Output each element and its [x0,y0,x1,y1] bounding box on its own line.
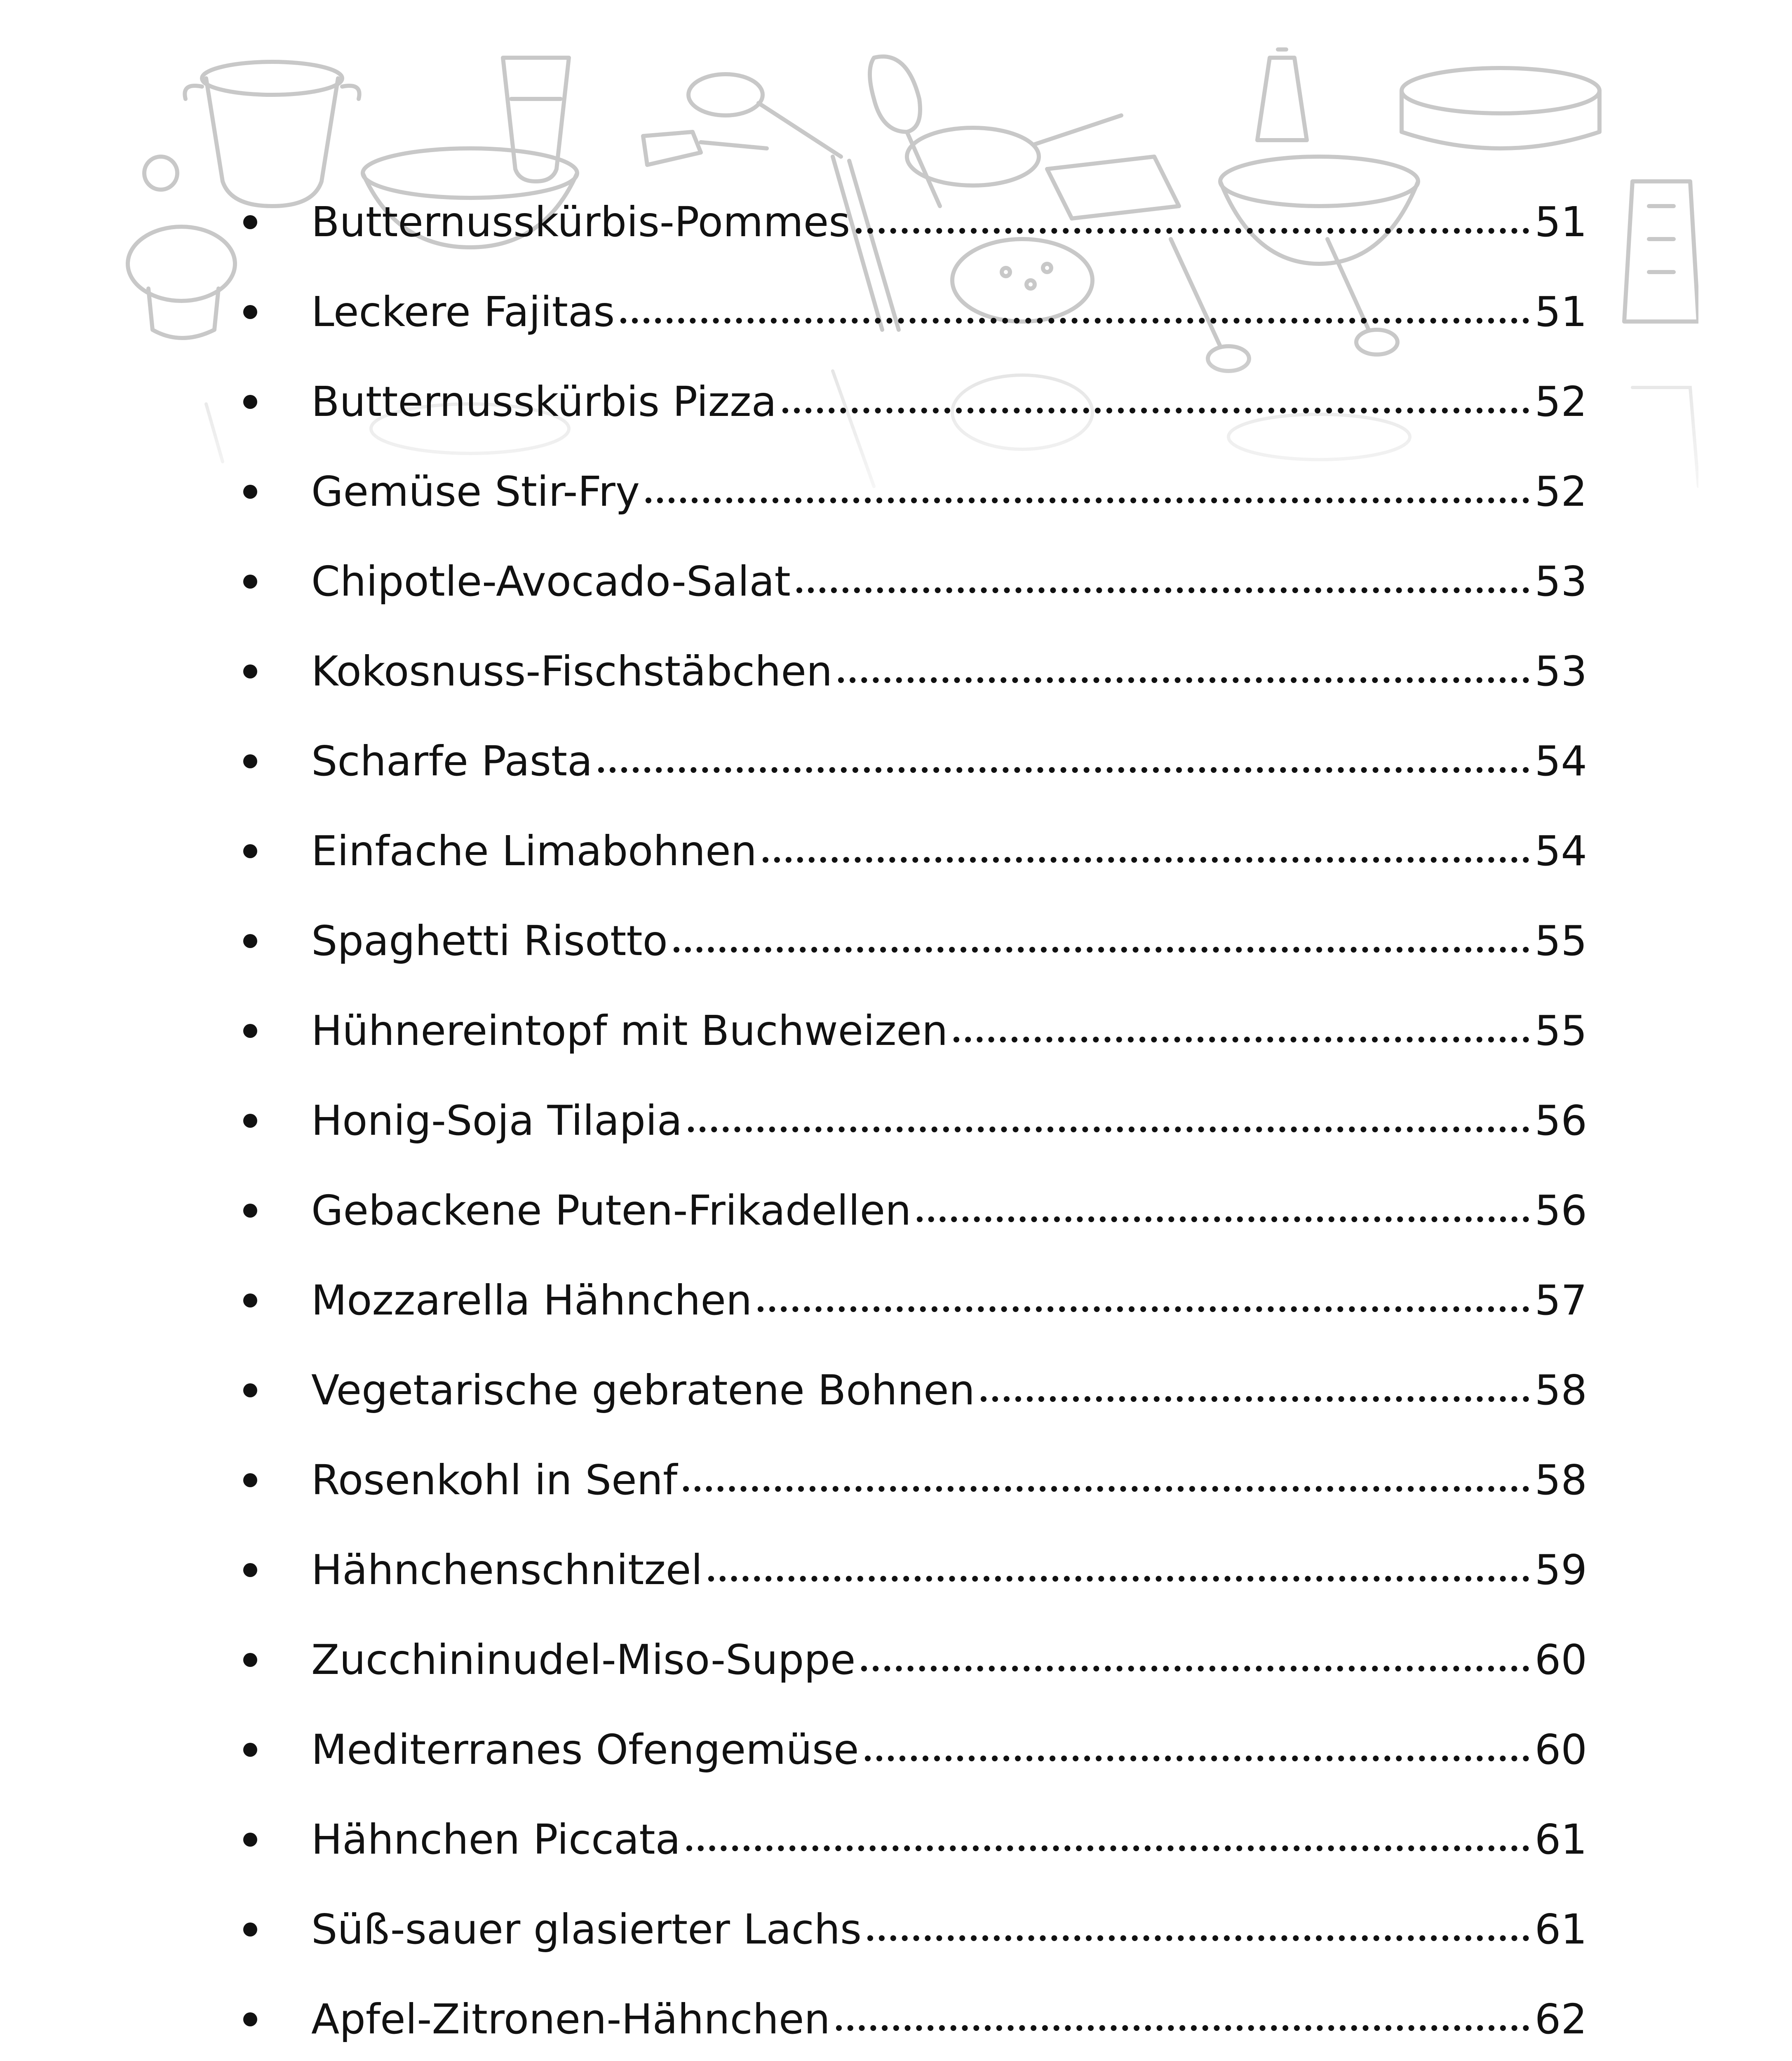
bullet-icon [243,1743,257,1757]
bullet-icon [243,1923,257,1937]
toc-entry-title: Hähnchenschnitzel [311,1546,703,1594]
toc-entry[interactable] [243,1345,1587,1435]
dot-leader [861,1666,1529,1671]
toc-entry-line [243,1995,1587,2043]
toc-entry-title: Kokosnuss-Fischstäbchen [311,647,833,695]
toc-entry-line [243,198,1587,246]
toc-entry-page-number: 58 [1534,1366,1587,1414]
dot-leader [954,1037,1529,1042]
toc-entry-page-number: 54 [1534,737,1587,785]
dot-leader [683,1486,1529,1492]
toc-entry-page-number: 58 [1534,1456,1587,1504]
toc-entry[interactable] [243,1615,1587,1705]
toc-entry-page-number: 52 [1534,378,1587,426]
toc-entry[interactable] [243,447,1587,537]
toc-entry[interactable] [243,986,1587,1076]
cake-tin-icon [1402,68,1599,148]
toc-entry-line [243,737,1587,785]
dot-leader [917,1216,1529,1222]
dot-leader [620,318,1529,324]
toc-entry-line [243,1725,1587,1774]
dot-leader [688,1127,1529,1132]
dot-leader [763,857,1529,863]
dot-leader [981,1396,1529,1402]
bullet-icon [243,1114,257,1128]
toc-entry[interactable] [243,537,1587,627]
toc-entry[interactable] [243,1795,1587,1885]
toc-entry-title: Leckere Fajitas [311,288,615,336]
dot-leader [758,1306,1529,1312]
toc-entry-page-number: 55 [1534,1007,1587,1055]
toc-entry-page-number: 52 [1534,467,1587,516]
toc-entry-page-number: 56 [1534,1096,1587,1145]
toc-entry[interactable] [243,1525,1587,1615]
toc-entry-page-number: 56 [1534,1186,1587,1235]
toc-entry-line [243,647,1587,695]
toc-entry-page-number: 57 [1534,1276,1587,1324]
toc-entry-title: Butternusskürbis-Pommes [311,198,850,246]
toc-entry[interactable] [243,1435,1587,1525]
toc-entry-title: Scharfe Pasta [311,737,593,785]
toc-entry-page-number: 61 [1534,1815,1587,1864]
dot-leader [838,677,1529,683]
toc-entry[interactable] [243,627,1587,716]
dot-leader [867,1935,1529,1941]
toc-entry-line [243,557,1587,606]
bullet-icon [243,575,257,589]
dot-leader [708,1576,1529,1582]
toc-entry[interactable] [243,357,1587,447]
toc-entry-title: Hähnchen Piccata [311,1815,681,1864]
toc-entry-title: Süß-sauer glasierter Lachs [311,1905,862,1953]
toc-entry-page-number: 55 [1534,917,1587,965]
toc-entry-title: Gemüse Stir-Fry [311,467,640,516]
knife-icon [643,132,767,165]
toc-entry-page-number: 53 [1534,647,1587,695]
toc-entry-line [243,378,1587,426]
toc-entry-title: Butternusskürbis Pizza [311,378,777,426]
toc-entry-line [243,1636,1587,1684]
toc-entry-page-number: 51 [1534,288,1587,336]
toc-entry-page-number: 60 [1534,1636,1587,1684]
dot-leader [674,947,1529,953]
toc-entry-line [243,467,1587,516]
bullet-icon [243,754,257,768]
toc-entry-line [243,1456,1587,1504]
toc-entry-line [243,1007,1587,1055]
toc-entry-title: Vegetarische gebratene Bohnen [311,1366,975,1414]
toc-entry[interactable] [243,1705,1587,1795]
toc-entry-title: Apfel-Zitronen-Hähnchen [311,1995,830,2043]
bullet-icon [243,934,257,948]
toc-entry[interactable] [243,267,1587,357]
toc-entry[interactable] [243,716,1587,806]
glass-icon [503,58,569,181]
toc-entry[interactable] [243,896,1587,986]
toc-entry[interactable] [243,1885,1587,1974]
toc-entry-line [243,917,1587,965]
bullet-icon [243,1204,257,1218]
bullet-icon [243,2012,257,2026]
toc-entry-page-number: 62 [1534,1995,1587,2043]
dot-leader [782,408,1529,413]
bullet-icon [243,1293,257,1307]
toc-entry-title: Spaghetti Risotto [311,917,668,965]
bullet-icon [243,844,257,858]
toc-entry[interactable] [243,1974,1587,2061]
toc-entry-line [243,1096,1587,1145]
table-of-contents [243,177,1587,2061]
bullet-icon [243,1653,257,1667]
dot-leader [796,587,1529,593]
bullet-icon [243,1833,257,1847]
toc-entry-page-number: 54 [1534,827,1587,875]
bullet-icon [243,1383,257,1397]
toc-entry-line [243,1815,1587,1864]
dot-leader [598,767,1529,773]
bullet-icon [243,215,257,229]
kettle-icon [128,157,235,338]
toc-entry-line [243,1186,1587,1235]
bullet-icon [243,1473,257,1487]
bullet-icon [243,305,257,319]
toc-entry-page-number: 51 [1534,198,1587,246]
toc-entry-line [243,1276,1587,1324]
bullet-icon [243,1024,257,1038]
toc-entry-page-number: 53 [1534,557,1587,606]
grater-icon [1624,181,1698,322]
toc-entry-page-number: 60 [1534,1725,1587,1774]
toc-entry-title: Einfache Limabohnen [311,827,757,875]
toc-entry-line [243,1366,1587,1414]
toc-entry-title: Mediterranes Ofengemüse [311,1725,859,1774]
toc-entry-page-number: 61 [1534,1905,1587,1953]
coffee-pot-icon [1257,49,1307,140]
toc-entry-line [243,827,1587,875]
toc-entry[interactable] [243,1166,1587,1256]
toc-entry-title: Mozzarella Hähnchen [311,1276,752,1324]
toc-entry-title: Honig-Soja Tilapia [311,1096,682,1145]
toc-entry[interactable] [243,806,1587,896]
bullet-icon [243,485,257,499]
bullet-icon [243,664,257,678]
dot-leader [836,2025,1529,2031]
toc-entry[interactable] [243,177,1587,267]
toc-entry-line [243,1546,1587,1594]
toc-entry-line [243,1905,1587,1953]
toc-entry-title: Zucchininudel-Miso-Suppe [311,1636,856,1684]
dot-leader [865,1756,1529,1761]
dot-leader [646,498,1529,503]
toc-entry-title: Chipotle-Avocado-Salat [311,557,791,606]
toc-entry[interactable] [243,1076,1587,1166]
dot-leader [686,1845,1529,1851]
bullet-icon [243,395,257,409]
dot-leader [856,228,1529,234]
frying-pan-icon [907,115,1121,185]
toc-entry-title: Gebackene Puten-Frikadellen [311,1186,911,1235]
toc-entry[interactable] [243,1256,1587,1345]
bullet-icon [243,1563,257,1577]
toc-entry-page-number: 59 [1534,1546,1587,1594]
toc-entry-title: Hühnereintopf mit Buchweizen [311,1007,948,1055]
toc-entry-title: Rosenkohl in Senf [311,1456,678,1504]
toc-entry-line [243,288,1587,336]
